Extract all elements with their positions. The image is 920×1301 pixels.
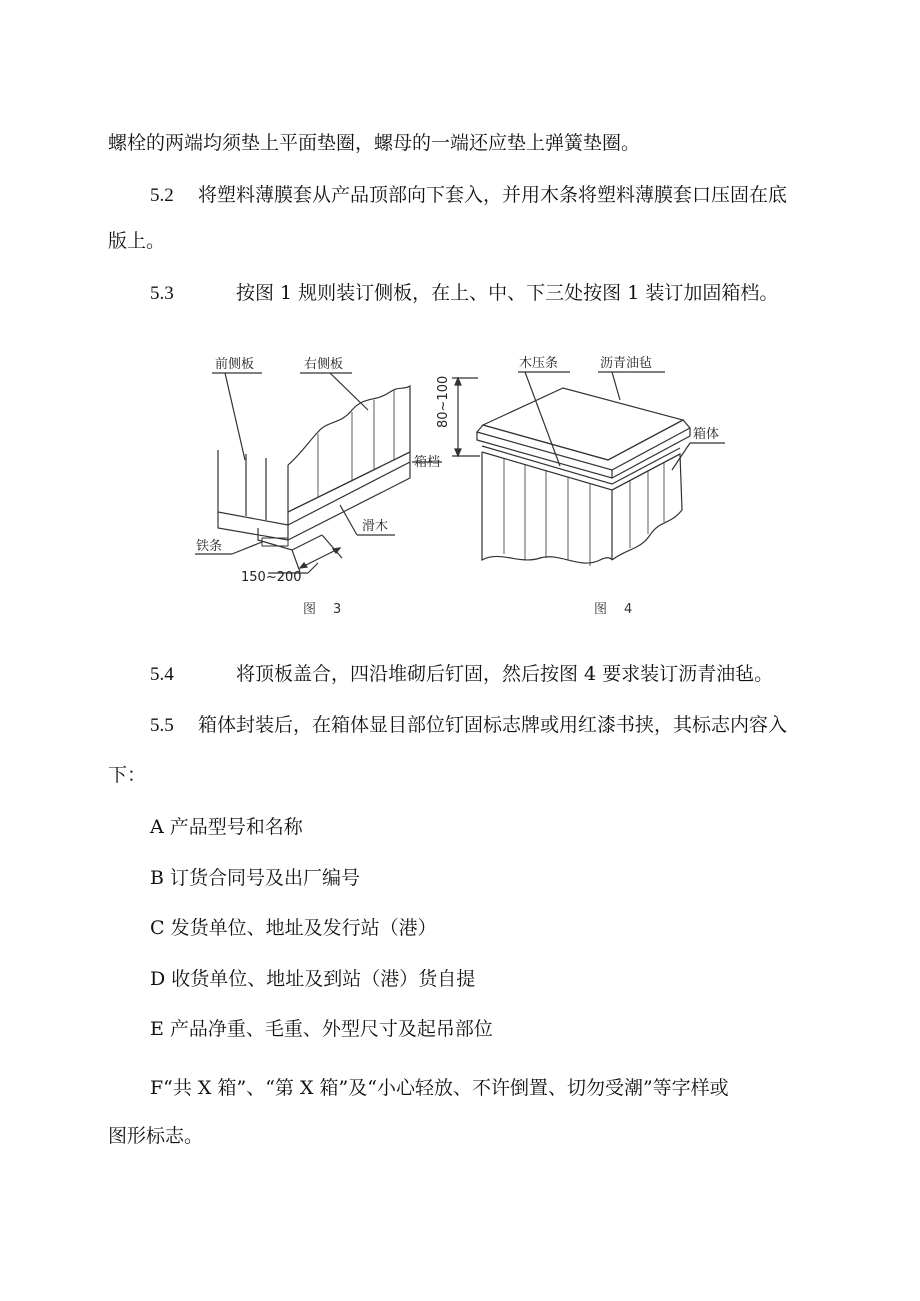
label-asphalt-felt: 沥青油毡: [600, 356, 653, 371]
section-5-4: [150, 662, 773, 687]
list-item: D 收货单位、地址及到站（港）货自提: [150, 968, 476, 990]
list-item: E 产品净重、毛重、外型尺寸及起吊部位: [150, 1018, 493, 1040]
label-skid: 滑木: [362, 519, 389, 534]
section-number: 5.3: [150, 283, 174, 304]
section-5-2-cont: 版上。: [108, 230, 166, 252]
section-number: 5.5: [150, 715, 174, 736]
section-number: 5.4: [150, 664, 174, 685]
figure-3-drawing: [195, 373, 442, 573]
list-item: B 订货合同号及出厂编号: [150, 867, 361, 889]
packing-figures: [0, 0, 920, 640]
section-text: 将顶板盖合，四沿堆砌后钉固，然后按图 4 要求装订沥青油毡。: [236, 663, 774, 685]
figure-4-caption: 图 4: [594, 602, 635, 617]
label-box-body: 箱体: [693, 427, 720, 442]
section-5-5: [150, 713, 787, 738]
section-text: 箱体封装后，在箱体显目部位钉固标志牌或用红漆书挟，其标志内容入: [198, 714, 788, 736]
list-item-f: F“共 X 箱”、“第 X 箱”及“小心轻放、不许倒置、切勿受潮”等字样或: [150, 1077, 729, 1099]
list-item: C 发货单位、地址及发行站（港）: [150, 917, 437, 939]
section-text: 按图 1 规则装订侧板，在上、中、下三处按图 1 装订加固箱档。: [236, 282, 779, 304]
section-number: 5.2: [150, 185, 174, 206]
label-right-panel: 右侧板: [304, 357, 344, 372]
label-dimension-80-100: 80~100: [436, 375, 451, 428]
label-wood-strip: 木压条: [519, 356, 559, 371]
list-item-f-cont: 图形标志。: [108, 1125, 204, 1147]
section-5-5-cont: 下：: [108, 764, 147, 786]
label-iron-strip: 铁条: [196, 539, 223, 554]
label-dimension-150-200: 150~200: [241, 570, 302, 585]
label-batten: 箱档: [414, 455, 441, 470]
list-item: A 产品型号和名称: [150, 816, 303, 838]
paragraph-continuation: 螺栓的两端均须垫上平面垫圈，螺母的一端还应垫上弹簧垫圈。: [108, 132, 641, 154]
label-front-panel: 前侧板: [215, 357, 255, 372]
figure-3-caption: 图 3: [303, 602, 344, 617]
section-text: 将塑料薄膜套从产品顶部向下套入，并用木条将塑料薄膜套口压固在底: [198, 184, 788, 206]
figure-4-drawing: [452, 372, 725, 566]
